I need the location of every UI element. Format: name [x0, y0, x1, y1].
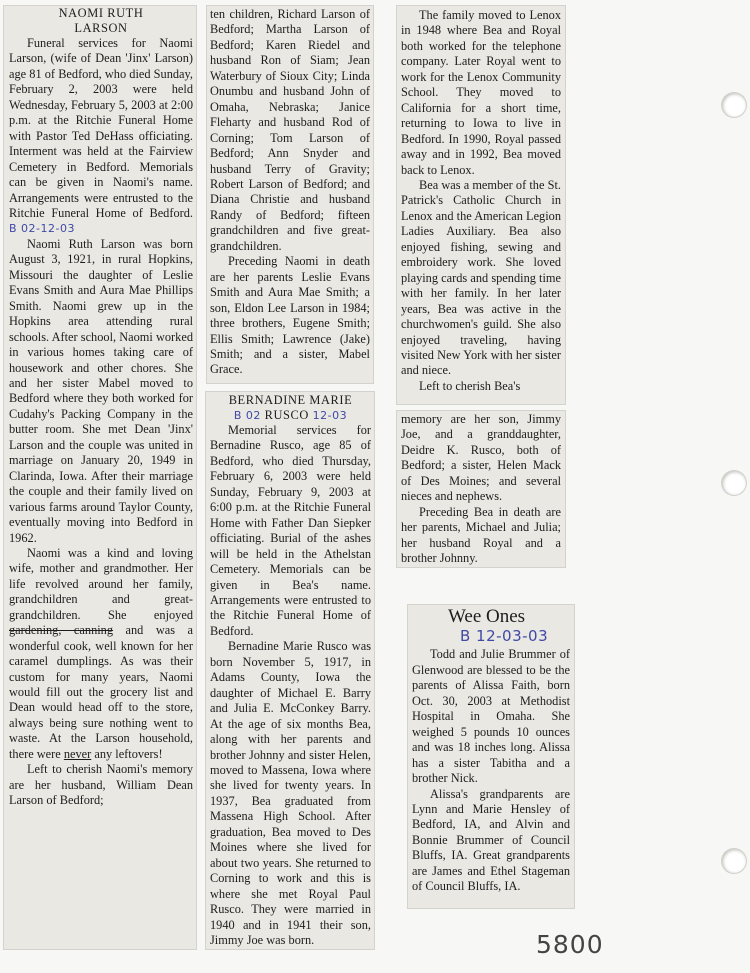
obituary-title: RUSCO	[264, 408, 309, 422]
handwritten-date-annotation: B 02	[233, 409, 261, 422]
obituary-paragraph	[9, 36, 193, 237]
birth-announcement-clipping	[407, 604, 575, 909]
obituary-paragraph: Bernadine Marie Rusco was born November 5, 1917, in Adams County, Iowa the daughter of Michael E. Barry and Julia E. McConkey Barry. At the age of six months Bea, along with her parents and brother Johnny and sister Helen, moved to Massena, Iowa where she lived for twenty years. In 1937, Bea graduated from Massena High School. After graduation, Bea moved to Des Moines where she lived for about two years. She returned to Corning to work and this is where she met Royal Paul Rusco. They were married in 1940 and in 1941 their son, Jimmy Joe was born.	[210, 639, 371, 947]
handwritten-date-annotation: 12-03	[312, 409, 348, 422]
obituary-clipping-rusco-continued	[396, 5, 566, 405]
obituary-paragraph: Bea was a member of the St. Patrick's Catholic Church in Lenox and the American Legion Ladies Auxiliary. Bea also enjoyed fishing, sewing and embroidery work. She loved playing cards and spending time with her family. In her later years, Bea was active in the churchwomen's guild. She also enjoyed traveling, having visited New York with her sister and niece.	[401, 177, 561, 378]
obituary-paragraph: Left to cherish Bea's	[419, 378, 521, 393]
obituary-clipping-larson	[3, 5, 197, 950]
obituary-clipping-rusco-continued-2	[396, 410, 566, 568]
obituary-clipping-larson-continued	[206, 5, 374, 384]
obituary-title-line	[210, 408, 371, 423]
announcement-title: Wee Ones	[448, 606, 526, 627]
obituary-paragraph: The family moved to Lenox in 1948 where Bea and Royal both worked for the telephone company. Later Royal went to work for the Lenox Community School. They moved to California for a short time, returning to Iowa to live in Bedford. In 1990, Royal passed away and in 1992, Bea moved back to Lenox.	[401, 8, 561, 177]
obituary-paragraph: Memorial services for Bernadine Rusco, age 85 of Bedford, who died Thursday, February 6, 2003 were held Sunday, February 9, 2003 at 6:00 p.m. at the Ritchie Funeral Home with Father Dan Siepker officiating. Burial of the ashes will be held in the Athelstan Cemetery. Memorials can be given in Bea's name. Arrangements were entrusted to the Ritchie Funeral Home of Bedford.	[210, 423, 371, 638]
underlined-text: never	[63, 746, 92, 761]
handwritten-date-annotation: B 12-03-03	[460, 627, 549, 645]
obituary-paragraph	[9, 546, 193, 762]
obituary-paragraph: Left to cherish Naomi's memory are her husband, William Dean Larson of Bedford;	[9, 762, 193, 808]
binder-hole	[722, 471, 746, 495]
obituary-paragraph: memory are her son, Jimmy Joe, and a granddaughter, Deidre K. Rusco, both of Bedford; a sister, Helen Mack of Des Moines; and several nieces and nephews.	[401, 412, 561, 504]
obituary-paragraph: ten children, Richard Larson of Bedford; Martha Larson of Bedford; Karen Riedel and husband Ron of Siam; Jean Waterbury of Sioux City; Linda Onumbu and husband John of Omaha, Nebraska; Janice Fleharty and husband Rod of Corning; Tom Larson of Bedford; Ann Snyder and husband Terry of Gravity; Robert Larson of Bedford; and Diana Christie and husband Randy of Bedford; fifteen grandchildren and five great-grandchildren.	[210, 7, 370, 253]
obituary-paragraph: Preceding Bea in death are her parents, Michael and Julia; her husband Royal and a brother Johnny.	[401, 504, 561, 566]
obituary-text: Funeral services for Naomi Larson, (wife of Dean 'Jinx' Larson) age 81 of Bedford, who died Sunday, February 2, 2003 were held Wednesday, February 5, 2003 at 2:00 p.m. at the Ritchie Funeral Home with Pastor Ted DeHass officiating. Interment was held at the Fairview Cemetery in Bedford. Memorials can be given in Naomi's name. Arrangements were entrusted to the Ritchie Funeral Home of Bedford.	[9, 36, 193, 220]
obituary-title: NAOMI RUTH	[58, 6, 144, 20]
obituary-title: LARSON	[74, 21, 128, 35]
announcement-paragraph: Alissa's grandparents are Lynn and Marie Hensley of Bedford, IA, and Alvin and Bonnie Brummer of Council Bluffs, IA. Great grandparents are James and Ethel Stageman of Council Bluffs, IA.	[412, 786, 570, 894]
obituary-clipping-rusco	[205, 391, 375, 950]
announcement-paragraph: Todd and Julie Brummer of Glenwood are blessed to be the parents of Alissa Faith, born Oct. 30, 2003 at Methodist Hospital in Omaha. She weighed 5 pounds 10 ounces and was 18 inches long. Alissa has a sister Tabitha and a brother Nick.	[412, 647, 570, 786]
obituary-paragraph: Preceding Naomi in death are her parents Leslie Evans Smith and Aura Mae Smith; a son, Eldon Lee Larson in 1984; three brothers, Eugene Smith; Ellis Smith; Lawrence (Jake) Smith; and a sister, Mabel Grace.	[210, 254, 370, 377]
obituary-paragraph: Naomi Ruth Larson was born August 3, 1921, in rural Hopkins, Missouri the daughter of Leslie Evans Smith and Aura Mae Phillips Smith. Naomi grew up in the Hopkins area attending rural schools. After school, Naomi worked in various homes taking care of housework and other chores. She and her sister Mabel moved to Bedford where they both worked for Cudahy's Packing Company in the butter room. She met Dean 'Jinx' Larson and the couple was united in marriage on January 20, 1949 in Clarinda, Iowa. After their marriage the couple and their family lived on various farms around Taylor County, eventually moving into Bedford in 1962.	[9, 236, 193, 545]
handwritten-page-number: 5800	[536, 930, 604, 959]
handwritten-date-annotation: B 02-12-03	[9, 222, 75, 236]
obituary-title: BERNADINE MARIE	[228, 393, 353, 407]
obituary-text: Naomi was a kind and loving wife, mother and grandmother. Her life revolved around her family, grandchildren and great-grandchildren. She enjoyed	[9, 545, 193, 622]
binder-hole	[722, 849, 746, 873]
obituary-text: and was a wonderful cook, well known for her caramel dumplings. As was their custom for many years, Naomi would fill out the grocery list and Dean would head off to the store, always being sure nothing went to waste. At the Larson household, there were	[9, 623, 193, 761]
obituary-text: any leftovers!	[94, 746, 163, 761]
binder-hole	[722, 93, 746, 117]
struck-through-text: gardening, canning	[9, 623, 114, 638]
